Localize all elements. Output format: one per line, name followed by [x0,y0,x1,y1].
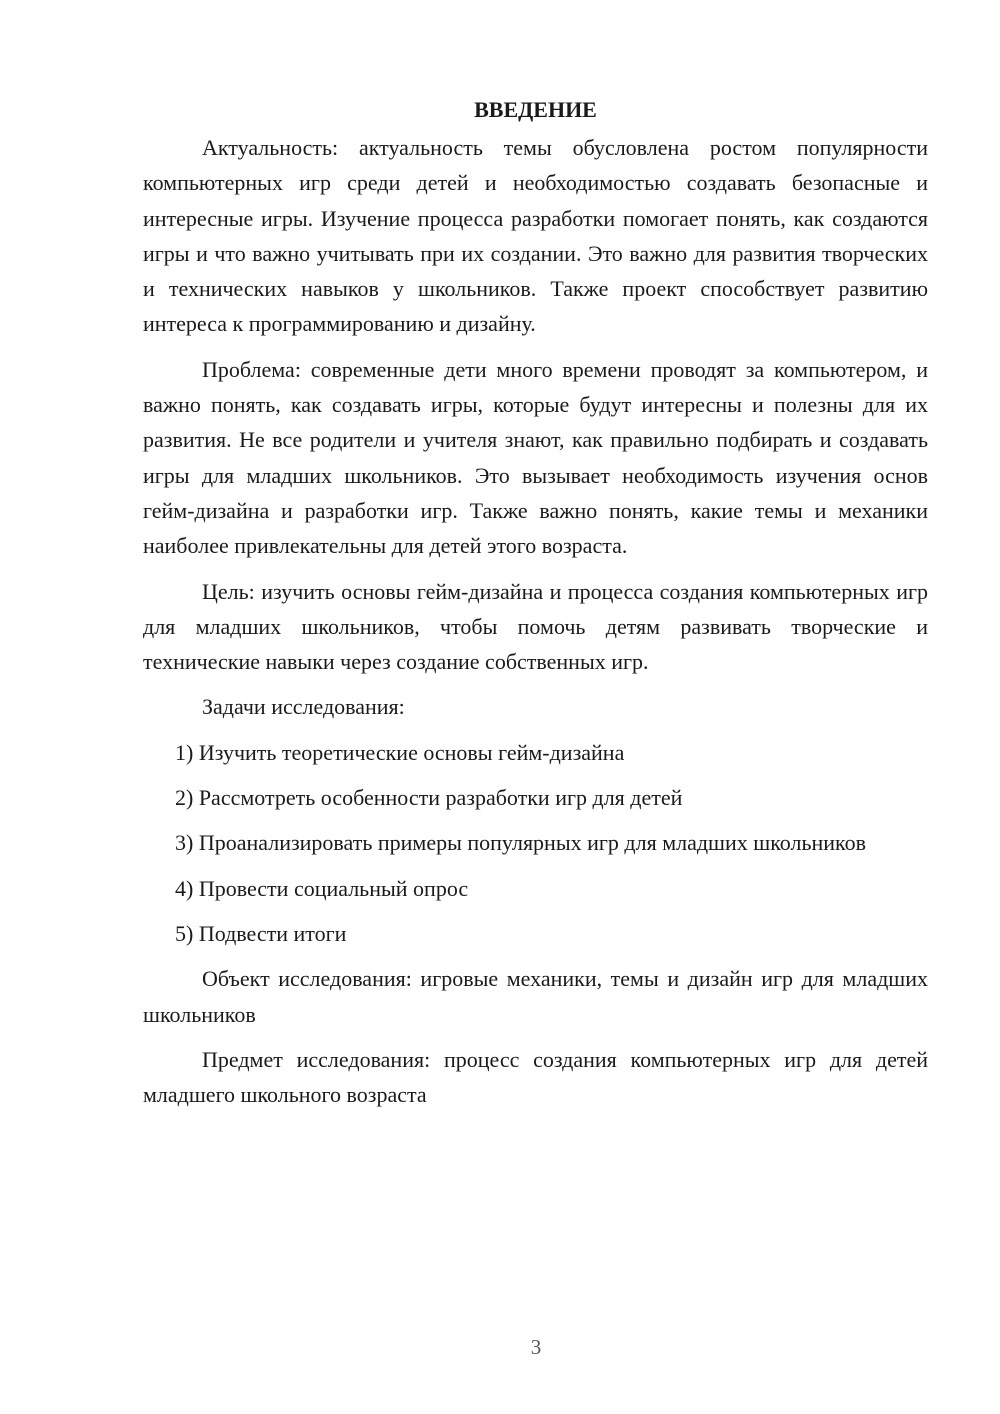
tasks-label: Задачи исследования: [202,694,405,720]
task-item-3: 3) Проанализировать примеры популярных игр для младших школьников [175,830,867,856]
page-number: 3 [530,1335,542,1359]
page-content [143,92,928,1122]
task-item-4: 4) Провести социальный опрос [175,875,469,901]
task-item-2: 2) Рассмотреть особенности разработки игр для детей [175,785,683,811]
paragraph-subject: Предмет исследования: процесс создания компьютерных игр для детей младшего школьного возраста [143,1046,928,1108]
paragraph-object: Объект исследования: игровые механики, темы и дизайн игр для младших школьников [143,966,928,1027]
paragraph-goal: Цель: изучить основы гейм-дизайна и процесса создания компьютерных игр для младших школьников, чтобы помочь детям развивать творческие и технические навыки через создание собственных игр. [143,578,928,675]
paragraph-problem: Проблема: современные дети много времени проводят за компьютером, и важно понять, как создавать игры, которые будут интересны и полезны для их развития. Не все родители и учителя знают, как правильно подбирать и создавать игры для младших школьников. Это вызывает необходимость изучения основ гейм-дизайна и разработки игр. Также важно понять, какие темы и механики наиболее привлекательны для детей этого возраста. [143,356,928,559]
task-item-5: 5) Подвести итоги [175,920,347,946]
paragraph-relevance: Актуальность: актуальность темы обусловлена ростом популярности компьютерных игр среди детей и необходимостью создавать безопасные и интересные игры. Изучение процесса разработки помогает понять, как создаются игры и что важно учитывать при их создании. Это важно для развития творческих и технических навыков у школьников. Также проект способствует развитию интереса к программированию и дизайну. [143,135,928,337]
section-heading: ВВЕДЕНИЕ [474,97,597,122]
task-item-1: 1) Изучить теоретические основы гейм-дизайна [175,739,625,765]
